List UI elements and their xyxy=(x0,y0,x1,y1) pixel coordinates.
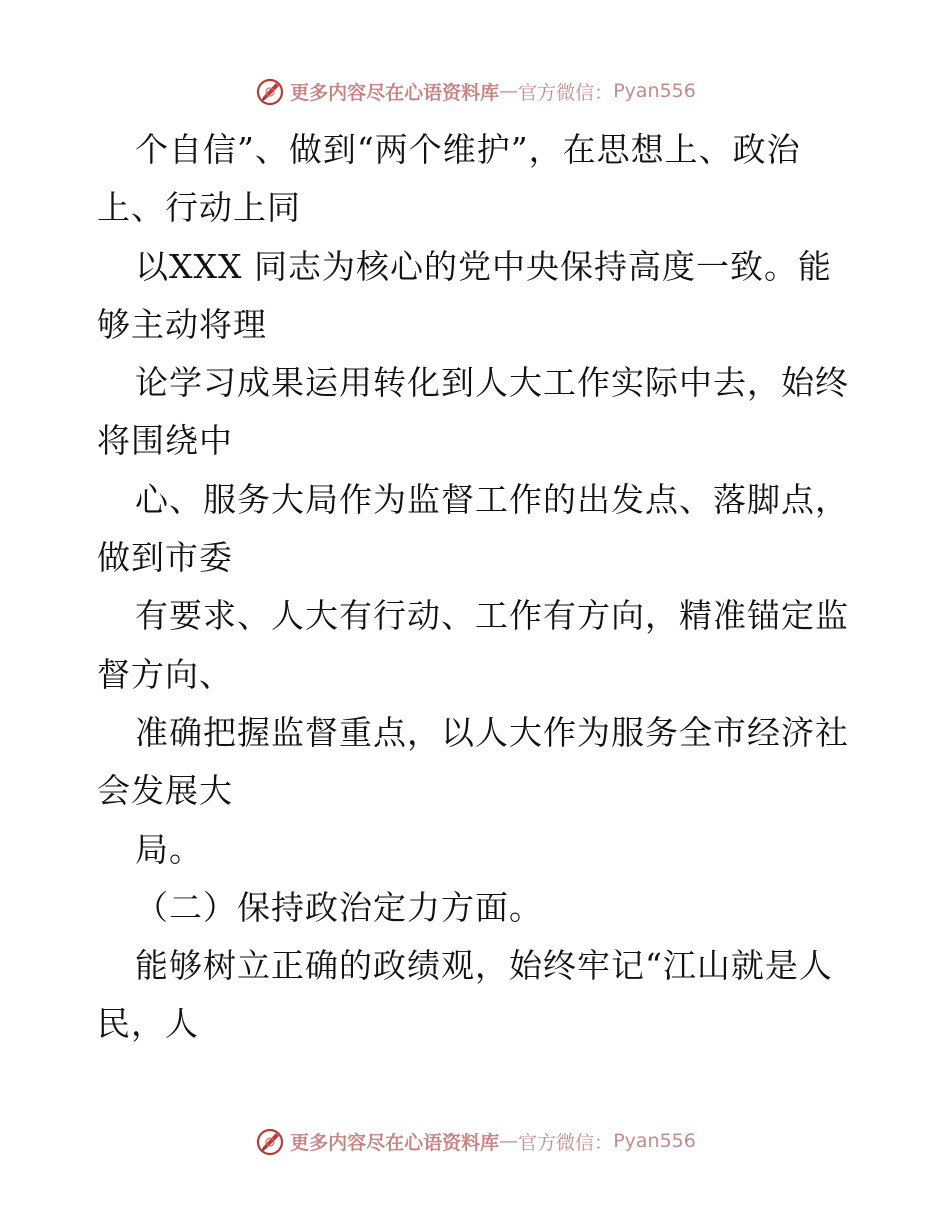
pen-circle-logo-icon xyxy=(254,1125,286,1157)
pen-circle-logo-icon xyxy=(254,75,286,107)
text-line: 上、行动上同 xyxy=(97,188,301,228)
text-line: 将围绕中 xyxy=(97,421,233,461)
watermark-id: Pyan556 xyxy=(613,80,696,102)
text-line: 会发展大 xyxy=(97,771,233,811)
text-line: 督方向、 xyxy=(97,654,233,694)
footer-watermark xyxy=(0,1121,950,1161)
text-line: 够主动将理 xyxy=(97,304,267,344)
watermark-main-text: 更多内容尽在心语资料库 xyxy=(290,1131,500,1154)
text-line: 民，人 xyxy=(97,1004,199,1044)
watermark-label: 官方微信： xyxy=(518,1131,614,1154)
text-line: 心、服务大局作为监督工作的出发点、落脚点， xyxy=(135,479,849,519)
text-line: 能够树立正确的政绩观，始终牢记“江山就是人 xyxy=(135,946,833,986)
watermark-main-text: 更多内容尽在心语资料库 xyxy=(290,81,500,104)
text-line: 以XXX 同志为核心的党中央保持高度一致。能 xyxy=(135,246,832,286)
header-watermark xyxy=(0,71,950,111)
text-line: 准确把握监督重点，以人大作为服务全市经济社 xyxy=(135,712,849,752)
text-line: 个自信”、做到“两个维护”，在思想上、政治 xyxy=(135,130,801,169)
text-line: 做到市委 xyxy=(97,538,233,578)
body-text xyxy=(97,121,867,1054)
watermark-id: Pyan556 xyxy=(613,1130,696,1152)
watermark-separator: — xyxy=(499,1130,519,1152)
text-line: 论学习成果运用转化到人大工作实际中去，始终 xyxy=(135,363,849,403)
watermark-separator: — xyxy=(499,80,519,102)
text-line: 局。 xyxy=(135,829,203,869)
section-heading: （二）保持政治定力方面。 xyxy=(135,887,543,927)
watermark-label: 官方微信： xyxy=(518,81,614,104)
text-line: 有要求、人大有行动、工作有方向，精准锚定监 xyxy=(135,596,849,636)
